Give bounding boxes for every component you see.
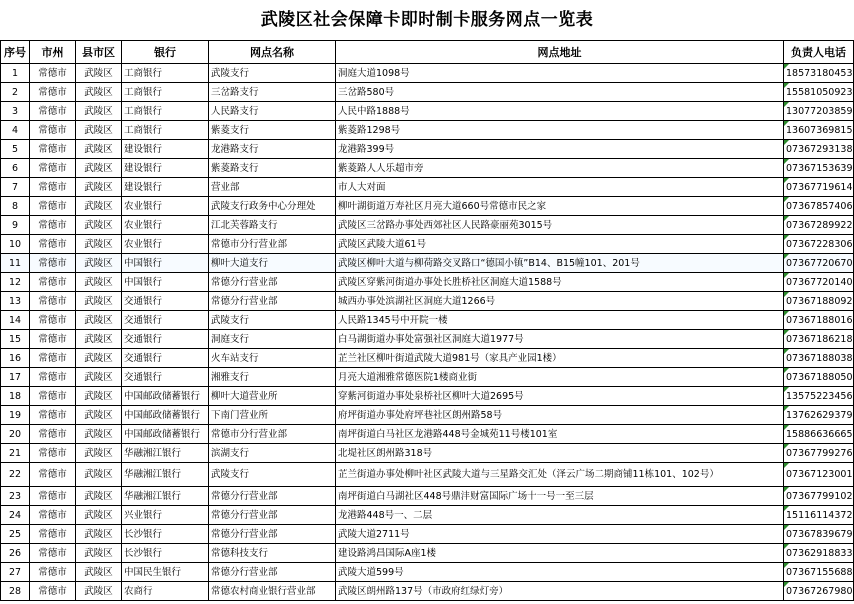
cell-city[interactable]: 常德市	[30, 197, 76, 216]
cell-city[interactable]: 常德市	[30, 273, 76, 292]
cell-city[interactable]: 常德市	[30, 463, 76, 487]
cell-district[interactable]: 武陵区	[76, 525, 122, 544]
table-row	[1, 425, 854, 444]
cell-outlet-address[interactable]: 府坪街道办事处府坪巷社区朗州路58号	[336, 406, 784, 425]
cell-outlet-name[interactable]: 常德分行营业部	[209, 487, 336, 506]
service-outlet-table	[0, 40, 854, 601]
cell-outlet-address[interactable]: 城西办事处滨湖社区洞庭大道1266号	[336, 292, 784, 311]
cell-district[interactable]: 武陵区	[76, 140, 122, 159]
cell-district[interactable]: 武陵区	[76, 273, 122, 292]
cell-index[interactable]: 17	[1, 368, 30, 387]
cell-bank[interactable]: 中国银行	[122, 273, 209, 292]
cell-bank[interactable]: 工商银行	[122, 102, 209, 121]
cell-index[interactable]: 23	[1, 487, 30, 506]
cell-city[interactable]: 常德市	[30, 444, 76, 463]
cell-city[interactable]: 常德市	[30, 525, 76, 544]
header-index[interactable]: 序号	[1, 41, 30, 64]
header-row	[1, 41, 854, 64]
cell-bank[interactable]: 中国邮政储蓄银行	[122, 425, 209, 444]
cell-index[interactable]: 16	[1, 349, 30, 368]
cell-district[interactable]: 武陵区	[76, 178, 122, 197]
cell-contact-phone[interactable]: 07367155688	[784, 563, 854, 582]
cell-city[interactable]: 常德市	[30, 506, 76, 525]
cell-contact-phone[interactable]: 15886636665	[784, 425, 854, 444]
cell-district[interactable]: 武陵区	[76, 463, 122, 487]
table-row	[1, 178, 854, 197]
table-row	[1, 330, 854, 349]
cell-city[interactable]: 常德市	[30, 216, 76, 235]
cell-outlet-address[interactable]: 武陵区朗州路137号（市政府红绿灯旁）	[336, 582, 784, 601]
cell-outlet-address[interactable]: 建设路鸿昌国际A座1楼	[336, 544, 784, 563]
table-row	[1, 197, 854, 216]
cell-bank[interactable]: 中国银行	[122, 254, 209, 273]
table-row	[1, 83, 854, 102]
cell-contact-phone[interactable]: 07367799102	[784, 487, 854, 506]
cell-city[interactable]: 常德市	[30, 563, 76, 582]
cell-outlet-address[interactable]: 芷兰社区柳叶街道武陵大道981号（家具产业园1楼）	[336, 349, 784, 368]
cell-outlet-address[interactable]: 龙港路448号一、二层	[336, 506, 784, 525]
cell-outlet-name[interactable]: 武陵支行	[209, 463, 336, 487]
cell-contact-phone[interactable]: 18573180453	[784, 64, 854, 83]
cell-outlet-name[interactable]: 洞庭支行	[209, 330, 336, 349]
cell-outlet-name[interactable]: 常德农村商业银行营业部	[209, 582, 336, 601]
cell-outlet-name[interactable]: 紫菱路支行	[209, 159, 336, 178]
cell-city[interactable]: 常德市	[30, 544, 76, 563]
cell-contact-phone[interactable]: 15116114372	[784, 506, 854, 525]
cell-bank[interactable]: 农业银行	[122, 235, 209, 254]
cell-city[interactable]: 常德市	[30, 330, 76, 349]
cell-outlet-name[interactable]: 常德科技支行	[209, 544, 336, 563]
header-district[interactable]: 县市区	[76, 41, 122, 64]
cell-city[interactable]: 常德市	[30, 582, 76, 601]
table-row	[1, 444, 854, 463]
cell-outlet-name[interactable]: 火车站支行	[209, 349, 336, 368]
cell-outlet-address[interactable]: 北堤社区朗州路318号	[336, 444, 784, 463]
cell-outlet-address[interactable]: 南坪街道白马社区龙港路448号金城苑11号楼101室	[336, 425, 784, 444]
cell-outlet-name[interactable]: 常德市分行营业部	[209, 425, 336, 444]
cell-bank[interactable]: 交通银行	[122, 368, 209, 387]
cell-index[interactable]: 15	[1, 330, 30, 349]
cell-index[interactable]: 11	[1, 254, 30, 273]
cell-outlet-name[interactable]: 常德分行营业部	[209, 506, 336, 525]
cell-district[interactable]: 武陵区	[76, 349, 122, 368]
cell-outlet-address[interactable]: 南坪街道白马湖社区448号鼎沣财富国际广场十一号一至三层	[336, 487, 784, 506]
table-row	[1, 64, 854, 83]
cell-city[interactable]: 常德市	[30, 64, 76, 83]
cell-outlet-name[interactable]: 龙港路支行	[209, 140, 336, 159]
cell-bank[interactable]: 交通银行	[122, 311, 209, 330]
table-row	[1, 582, 854, 601]
cell-index[interactable]: 25	[1, 525, 30, 544]
cell-bank[interactable]: 建设银行	[122, 178, 209, 197]
table-row	[1, 506, 854, 525]
cell-outlet-name[interactable]: 三岔路支行	[209, 83, 336, 102]
cell-city[interactable]: 常德市	[30, 387, 76, 406]
cell-index[interactable]: 3	[1, 102, 30, 121]
cell-district[interactable]: 武陵区	[76, 506, 122, 525]
cell-outlet-address[interactable]: 紫菱路人人乐超市旁	[336, 159, 784, 178]
cell-outlet-address[interactable]: 白马湖街道办事处富强社区洞庭大道1977号	[336, 330, 784, 349]
cell-district[interactable]: 武陵区	[76, 121, 122, 140]
cell-bank[interactable]: 工商银行	[122, 64, 209, 83]
cell-outlet-address[interactable]: 洞庭大道1098号	[336, 64, 784, 83]
header-outlet-name[interactable]: 网点名称	[209, 41, 336, 64]
table-row	[1, 159, 854, 178]
table-row	[1, 525, 854, 544]
cell-index[interactable]: 12	[1, 273, 30, 292]
cell-bank[interactable]: 农业银行	[122, 197, 209, 216]
cell-outlet-name[interactable]: 营业部	[209, 178, 336, 197]
cell-district[interactable]: 武陵区	[76, 368, 122, 387]
cell-outlet-address[interactable]: 武陵大道2711号	[336, 525, 784, 544]
header-contact-phone[interactable]: 负责人电话	[784, 41, 854, 64]
cell-bank[interactable]: 建设银行	[122, 159, 209, 178]
cell-outlet-address[interactable]: 人民中路1888号	[336, 102, 784, 121]
cell-outlet-address[interactable]: 柳叶湖街道万寿社区月亮大道660号常德市民之家	[336, 197, 784, 216]
cell-district[interactable]: 武陵区	[76, 83, 122, 102]
table-row	[1, 406, 854, 425]
cell-bank[interactable]: 工商银行	[122, 83, 209, 102]
cell-outlet-address[interactable]: 穿紫河街道办事处泉桥社区柳叶大道2695号	[336, 387, 784, 406]
table-row	[1, 544, 854, 563]
cell-bank[interactable]: 兴业银行	[122, 506, 209, 525]
cell-contact-phone[interactable]: 07367188092	[784, 292, 854, 311]
cell-district[interactable]: 武陵区	[76, 216, 122, 235]
cell-contact-phone[interactable]: 07367720670	[784, 254, 854, 273]
cell-contact-phone[interactable]: 07367719614	[784, 178, 854, 197]
cell-city[interactable]: 常德市	[30, 254, 76, 273]
cell-contact-phone[interactable]: 07367188050	[784, 368, 854, 387]
cell-district[interactable]: 武陵区	[76, 197, 122, 216]
cell-index[interactable]: 5	[1, 140, 30, 159]
cell-index[interactable]: 4	[1, 121, 30, 140]
cell-index[interactable]: 22	[1, 463, 30, 487]
cell-index[interactable]: 13	[1, 292, 30, 311]
cell-outlet-name[interactable]: 常德分行营业部	[209, 292, 336, 311]
cell-bank[interactable]: 华融湘江银行	[122, 463, 209, 487]
table-body	[1, 64, 854, 601]
cell-bank[interactable]: 长沙银行	[122, 544, 209, 563]
cell-contact-phone[interactable]: 07367188038	[784, 349, 854, 368]
table-row	[1, 235, 854, 254]
cell-bank[interactable]: 中国邮政储蓄银行	[122, 387, 209, 406]
cell-district[interactable]: 武陵区	[76, 159, 122, 178]
cell-contact-phone[interactable]: 07367720140	[784, 273, 854, 292]
cell-outlet-address[interactable]: 三岔路580号	[336, 83, 784, 102]
sheet-title[interactable]: 武陵区社会保障卡即时制卡服务网点一览表	[260, 10, 594, 30]
cell-district[interactable]: 武陵区	[76, 64, 122, 83]
cell-outlet-address[interactable]: 武陵区武陵大道61号	[336, 235, 784, 254]
cell-outlet-name[interactable]: 紫菱支行	[209, 121, 336, 140]
cell-city[interactable]: 常德市	[30, 292, 76, 311]
table-row	[1, 121, 854, 140]
cell-contact-phone[interactable]: 07367839679	[784, 525, 854, 544]
cell-city[interactable]: 常德市	[30, 425, 76, 444]
cell-outlet-address[interactable]: 武陵区柳叶大道与柳荷路交叉路口“德国小镇”B14、B15幢101、201号	[336, 254, 784, 273]
cell-contact-phone[interactable]: 07367186218	[784, 330, 854, 349]
cell-district[interactable]: 武陵区	[76, 582, 122, 601]
cell-index[interactable]: 19	[1, 406, 30, 425]
cell-district[interactable]: 武陵区	[76, 311, 122, 330]
cell-district[interactable]: 武陵区	[76, 444, 122, 463]
cell-outlet-address[interactable]: 武陵区穿紫河街道办事处长胜桥社区洞庭大道1588号	[336, 273, 784, 292]
cell-index[interactable]: 10	[1, 235, 30, 254]
header-outlet-address[interactable]: 网点地址	[336, 41, 784, 64]
table-row	[1, 311, 854, 330]
table-row	[1, 254, 854, 273]
cell-bank[interactable]: 建设银行	[122, 140, 209, 159]
cell-district[interactable]: 武陵区	[76, 425, 122, 444]
cell-bank[interactable]: 交通银行	[122, 330, 209, 349]
cell-district[interactable]: 武陵区	[76, 330, 122, 349]
cell-contact-phone[interactable]: 13077203859	[784, 102, 854, 121]
cell-index[interactable]: 27	[1, 563, 30, 582]
cell-bank[interactable]: 长沙银行	[122, 525, 209, 544]
cell-district[interactable]: 武陵区	[76, 387, 122, 406]
cell-outlet-name[interactable]: 常德分行营业部	[209, 273, 336, 292]
cell-city[interactable]: 常德市	[30, 349, 76, 368]
cell-outlet-address[interactable]: 人民路1345号中开院一楼	[336, 311, 784, 330]
cell-district[interactable]: 武陵区	[76, 102, 122, 121]
cell-index[interactable]: 18	[1, 387, 30, 406]
header-city[interactable]: 市州	[30, 41, 76, 64]
cell-bank[interactable]: 交通银行	[122, 349, 209, 368]
cell-city[interactable]: 常德市	[30, 235, 76, 254]
table-row	[1, 216, 854, 235]
cell-index[interactable]: 9	[1, 216, 30, 235]
cell-contact-phone[interactable]: 13762629379	[784, 406, 854, 425]
cell-city[interactable]: 常德市	[30, 311, 76, 330]
table-row	[1, 487, 854, 506]
cell-outlet-name[interactable]: 武陵支行政务中心分理处	[209, 197, 336, 216]
table-row	[1, 292, 854, 311]
cell-contact-phone[interactable]: 15581050923	[784, 83, 854, 102]
cell-outlet-name[interactable]: 柳叶大道支行	[209, 254, 336, 273]
cell-contact-phone[interactable]: 07367267980	[784, 582, 854, 601]
cell-contact-phone[interactable]: 07367799276	[784, 444, 854, 463]
cell-outlet-name[interactable]: 下南门营业所	[209, 406, 336, 425]
table-row	[1, 368, 854, 387]
cell-outlet-name[interactable]: 人民路支行	[209, 102, 336, 121]
cell-outlet-name[interactable]: 柳叶大道营业所	[209, 387, 336, 406]
cell-city[interactable]: 常德市	[30, 83, 76, 102]
cell-district[interactable]: 武陵区	[76, 254, 122, 273]
cell-bank[interactable]: 华融湘江银行	[122, 487, 209, 506]
cell-index[interactable]: 21	[1, 444, 30, 463]
cell-contact-phone[interactable]: 07367153639	[784, 159, 854, 178]
cell-outlet-address[interactable]: 月亮大道湘雅常德医院1楼商业街	[336, 368, 784, 387]
cell-district[interactable]: 武陵区	[76, 406, 122, 425]
cell-city[interactable]: 常德市	[30, 121, 76, 140]
cell-outlet-name[interactable]: 常德分行营业部	[209, 525, 336, 544]
header-bank[interactable]: 银行	[122, 41, 209, 64]
cell-city[interactable]: 常德市	[30, 102, 76, 121]
cell-outlet-address[interactable]: 芷兰街道办事处柳叶社区武陵大道与三星路交汇处（泽云广场二期商铺11栋101、102号）	[336, 463, 784, 487]
table-row	[1, 102, 854, 121]
cell-bank[interactable]: 农业银行	[122, 216, 209, 235]
cell-contact-phone[interactable]: 07367123001	[784, 463, 854, 487]
cell-bank[interactable]: 华融湘江银行	[122, 444, 209, 463]
cell-district[interactable]: 武陵区	[76, 563, 122, 582]
cell-index[interactable]: 2	[1, 83, 30, 102]
cell-outlet-address[interactable]: 龙港路399号	[336, 140, 784, 159]
cell-contact-phone[interactable]: 07367289922	[784, 216, 854, 235]
table-row	[1, 140, 854, 159]
cell-city[interactable]: 常德市	[30, 159, 76, 178]
cell-bank[interactable]: 中国民生银行	[122, 563, 209, 582]
cell-outlet-address[interactable]: 武陵区三岔路办事处西郊社区人民路豪丽苑3015号	[336, 216, 784, 235]
cell-outlet-address[interactable]: 紫菱路1298号	[336, 121, 784, 140]
cell-outlet-name[interactable]: 武陵支行	[209, 64, 336, 83]
table-row	[1, 463, 854, 487]
cell-index[interactable]: 14	[1, 311, 30, 330]
table-row	[1, 563, 854, 582]
cell-outlet-name[interactable]: 常德分行营业部	[209, 563, 336, 582]
cell-index[interactable]: 7	[1, 178, 30, 197]
cell-index[interactable]: 6	[1, 159, 30, 178]
cell-district[interactable]: 武陵区	[76, 544, 122, 563]
cell-outlet-address[interactable]: 市人大对面	[336, 178, 784, 197]
cell-outlet-name[interactable]: 滨湖支行	[209, 444, 336, 463]
cell-index[interactable]: 20	[1, 425, 30, 444]
cell-contact-phone[interactable]: 07367188016	[784, 311, 854, 330]
cell-contact-phone[interactable]: 07367228306	[784, 235, 854, 254]
cell-contact-phone[interactable]: 13607369815	[784, 121, 854, 140]
cell-index[interactable]: 28	[1, 582, 30, 601]
cell-index[interactable]: 8	[1, 197, 30, 216]
table-row	[1, 273, 854, 292]
cell-outlet-name[interactable]: 常德市分行营业部	[209, 235, 336, 254]
cell-contact-phone[interactable]: 07367293138	[784, 140, 854, 159]
cell-bank[interactable]: 中国邮政储蓄银行	[122, 406, 209, 425]
cell-district[interactable]: 武陵区	[76, 487, 122, 506]
table-row	[1, 387, 854, 406]
cell-district[interactable]: 武陵区	[76, 235, 122, 254]
cell-city[interactable]: 常德市	[30, 178, 76, 197]
cell-outlet-name[interactable]: 江北芙蓉路支行	[209, 216, 336, 235]
cell-city[interactable]: 常德市	[30, 487, 76, 506]
cell-bank[interactable]: 工商银行	[122, 121, 209, 140]
cell-outlet-address[interactable]: 武陵大道599号	[336, 563, 784, 582]
cell-bank[interactable]: 交通银行	[122, 292, 209, 311]
table-row	[1, 349, 854, 368]
cell-city[interactable]: 常德市	[30, 140, 76, 159]
cell-city[interactable]: 常德市	[30, 368, 76, 387]
cell-contact-phone[interactable]: 07362918833	[784, 544, 854, 563]
cell-contact-phone[interactable]: 07367857406	[784, 197, 854, 216]
cell-outlet-name[interactable]: 武陵支行	[209, 311, 336, 330]
cell-outlet-name[interactable]: 湘雅支行	[209, 368, 336, 387]
cell-district[interactable]: 武陵区	[76, 292, 122, 311]
cell-city[interactable]: 常德市	[30, 406, 76, 425]
cell-index[interactable]: 1	[1, 64, 30, 83]
cell-contact-phone[interactable]: 13575223456	[784, 387, 854, 406]
cell-index[interactable]: 26	[1, 544, 30, 563]
cell-bank[interactable]: 农商行	[122, 582, 209, 601]
cell-index[interactable]: 24	[1, 506, 30, 525]
